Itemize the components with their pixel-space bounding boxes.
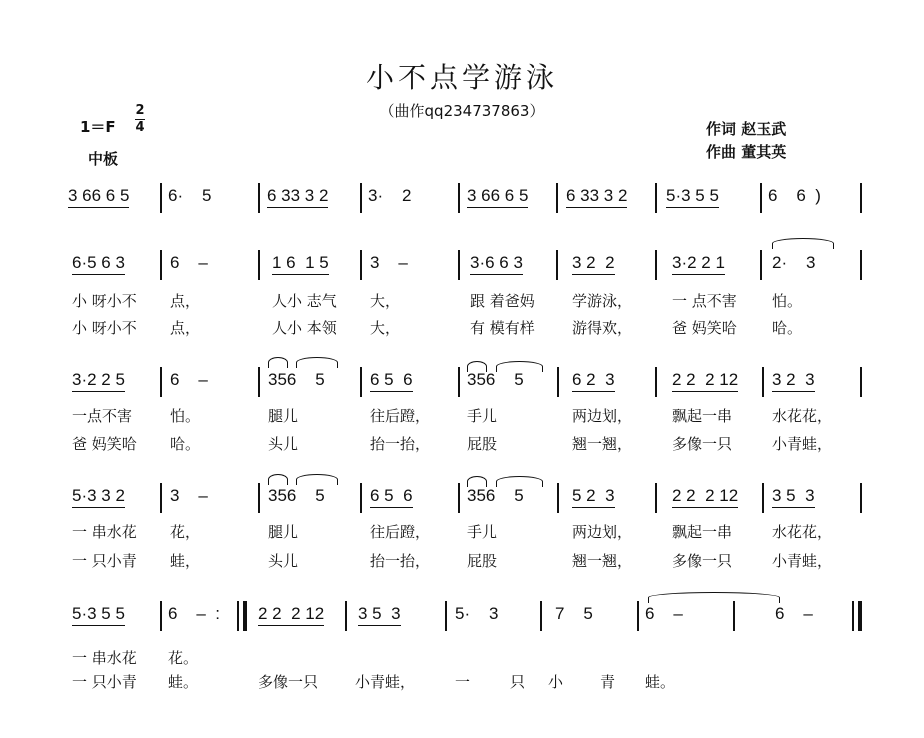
measure: 5 2 3 <box>572 486 615 508</box>
barline <box>445 601 447 631</box>
lyric-verse2: 爸 妈笑哈 <box>72 435 137 453</box>
lyric-verse1: 跟 着爸妈 <box>470 292 535 310</box>
measure: 3 2 2 <box>572 253 615 275</box>
barline <box>556 183 558 213</box>
measure: 1 6 1 5 <box>272 253 329 275</box>
measure: 3·6 6 3 <box>470 253 523 275</box>
time-signature <box>135 104 145 135</box>
barline <box>258 367 260 397</box>
lyric-verse2: 多像一只 <box>672 435 733 453</box>
measure: 6 2 3 <box>572 370 615 392</box>
lyric-verse1: 往后蹬， <box>370 523 431 541</box>
barline <box>655 483 657 513</box>
measure: 6 33 3 2 <box>267 186 328 208</box>
lyric-verse1: 手儿 <box>467 523 498 541</box>
slur-mark <box>296 474 338 485</box>
lyric-verse1: 飘起一串 <box>672 523 733 541</box>
barline <box>557 483 559 513</box>
barline <box>556 250 558 280</box>
measure: 6 5 6 <box>370 370 413 392</box>
lyric-verse2: 翘一翘， <box>572 552 633 570</box>
time-bottom: 4 <box>135 120 145 135</box>
lyric-verse2: 只 <box>510 673 526 691</box>
measure: 2 2 2 12 <box>258 604 324 626</box>
measure: 2 2 2 12 <box>672 486 738 508</box>
lyric-verse2: 大， <box>370 319 401 337</box>
lyricist-credit: 作词 赵玉武 <box>706 120 787 138</box>
measure: 3 66 6 5 <box>467 186 528 208</box>
lyric-verse2: 抬一抬， <box>370 435 431 453</box>
lyric-verse2: 人小 本领 <box>272 319 337 337</box>
slur-mark <box>772 238 834 249</box>
lyric-verse2: 小青蛙， <box>355 673 416 691</box>
measure: 5·3 5 5 <box>666 186 719 208</box>
double-barline <box>858 601 862 631</box>
song-subtitle: （曲作qq234737863） <box>379 102 545 120</box>
barline <box>733 601 735 631</box>
lyric-verse2: 爸 妈笑哈 <box>672 319 737 337</box>
barline <box>557 367 559 397</box>
barline <box>345 601 347 631</box>
lyric-verse1: 怕。 <box>170 407 201 425</box>
measure: 6· 5 <box>168 186 212 205</box>
barline <box>360 183 362 213</box>
barline <box>237 601 239 631</box>
lyric-verse2: 蛙， <box>170 552 201 570</box>
barline <box>258 183 260 213</box>
slur-mark <box>296 357 338 368</box>
lyric-verse2: 哈。 <box>772 319 803 337</box>
lyric-verse2: 抬一抬， <box>370 552 431 570</box>
barline <box>160 250 162 280</box>
measure: 6·5 6 3 <box>72 253 125 275</box>
measure: 356 5 <box>268 370 325 389</box>
measure: 5·3 5 5 <box>72 604 125 626</box>
lyric-verse2: 一 <box>455 673 471 691</box>
measure: 3 66 6 5 <box>68 186 129 208</box>
barline <box>360 250 362 280</box>
lyric-verse2: 小青蛙， <box>772 552 833 570</box>
lyric-verse1: 两边划， <box>572 407 633 425</box>
double-barline <box>243 601 247 631</box>
lyric-verse2: 蛙。 <box>645 673 676 691</box>
lyric-verse1: 往后蹬， <box>370 407 431 425</box>
barline <box>458 483 460 513</box>
lyric-verse1: 花。 <box>168 649 199 667</box>
time-top: 2 <box>135 103 145 118</box>
lyric-verse2: 多像一只 <box>258 673 319 691</box>
measure: 6 5 6 <box>370 486 413 508</box>
barline <box>637 601 639 631</box>
measure: 5·3 3 2 <box>72 486 125 508</box>
barline <box>458 367 460 397</box>
slur-mark <box>648 592 780 603</box>
measure: 6 6 ) <box>768 186 821 205</box>
lyric-verse2: 一 只小青 <box>72 673 137 691</box>
barline <box>540 601 542 631</box>
barline <box>860 183 862 213</box>
lyric-verse2: 头儿 <box>268 552 299 570</box>
measure: 6 – <box>645 604 683 623</box>
lyric-verse1: 腿儿 <box>268 523 299 541</box>
lyric-verse1: 一点不害 <box>72 407 133 425</box>
slur-mark <box>496 361 543 372</box>
slur-mark <box>268 474 288 485</box>
barline <box>160 367 162 397</box>
lyric-verse1: 两边划， <box>572 523 633 541</box>
lyric-verse2: 多像一只 <box>672 552 733 570</box>
measure: 3 5 3 <box>772 486 815 508</box>
lyric-verse1: 水花花， <box>772 523 833 541</box>
song-title: 小不点学游泳 <box>365 61 558 94</box>
measure: 356 5 <box>268 486 325 505</box>
measure: 6 33 3 2 <box>566 186 627 208</box>
measure: 6 – <box>170 370 208 389</box>
barline <box>360 483 362 513</box>
lyric-verse1: 怕。 <box>772 292 803 310</box>
composer-credit: 作曲 董其英 <box>706 143 787 161</box>
measure: 6 – <box>775 604 813 623</box>
lyric-verse1: 一 点不害 <box>672 292 737 310</box>
barline <box>762 367 764 397</box>
lyric-verse2: 小 呀小不 <box>72 319 137 337</box>
measure: 3 5 3 <box>358 604 401 626</box>
measure: 3·2 2 1 <box>672 253 725 275</box>
barline <box>258 483 260 513</box>
measure: 3 – <box>170 486 208 505</box>
lyric-verse2: 翘一翘， <box>572 435 633 453</box>
lyric-verse1: 一 串水花 <box>72 649 137 667</box>
barline <box>258 250 260 280</box>
lyric-verse2: 小 <box>548 673 564 691</box>
measure: 3·2 2 5 <box>72 370 125 392</box>
lyric-verse1: 小 呀小不 <box>72 292 137 310</box>
lyric-verse2: 屁股 <box>467 552 498 570</box>
barline <box>860 367 862 397</box>
measure: 5· 3 <box>455 604 499 623</box>
measure: 7 5 <box>555 604 593 623</box>
lyric-verse1: 学游泳， <box>572 292 633 310</box>
measure: 2· 3 <box>772 253 816 272</box>
barline <box>852 601 854 631</box>
lyric-verse2: 青 <box>600 673 616 691</box>
measure: 6 – <box>170 253 208 272</box>
measure: 2 2 2 12 <box>672 370 738 392</box>
barline <box>458 250 460 280</box>
barline <box>160 483 162 513</box>
slur-mark <box>467 476 487 487</box>
lyric-verse1: 点， <box>170 292 201 310</box>
lyric-verse2: 屁股 <box>467 435 498 453</box>
slur-mark <box>496 476 543 487</box>
slur-mark <box>268 357 288 368</box>
barline <box>458 183 460 213</box>
barline <box>655 250 657 280</box>
barline <box>160 601 162 631</box>
lyric-verse1: 大， <box>370 292 401 310</box>
barline <box>762 483 764 513</box>
lyric-verse2: 有 模有样 <box>470 319 535 337</box>
measure: 3· 2 <box>368 186 412 205</box>
lyric-verse1: 腿儿 <box>268 407 299 425</box>
measure: 3 – <box>370 253 408 272</box>
lyric-verse1: 手儿 <box>467 407 498 425</box>
lyric-verse2: 小青蛙， <box>772 435 833 453</box>
measure: 356 5 <box>467 486 524 505</box>
lyric-verse1: 水花花， <box>772 407 833 425</box>
lyric-verse1: 人小 志气 <box>272 292 337 310</box>
lyric-verse2: 蛙。 <box>168 673 199 691</box>
lyric-verse1: 花， <box>170 523 201 541</box>
lyric-verse2: 游得欢， <box>572 319 633 337</box>
lyric-verse2: 一 只小青 <box>72 552 137 570</box>
lyric-verse2: 头儿 <box>268 435 299 453</box>
barline <box>760 183 762 213</box>
barline <box>160 183 162 213</box>
lyric-verse2: 点， <box>170 319 201 337</box>
barline <box>860 483 862 513</box>
measure: 3 2 3 <box>772 370 815 392</box>
measure: 6 – : <box>168 604 220 623</box>
barline <box>760 250 762 280</box>
lyric-verse1: 飘起一串 <box>672 407 733 425</box>
tempo-marking: 中板 <box>88 150 119 168</box>
lyric-verse1: 一 串水花 <box>72 523 137 541</box>
barline <box>655 367 657 397</box>
key-signature: 1＝F <box>80 118 116 136</box>
barline <box>860 250 862 280</box>
slur-mark <box>467 361 487 372</box>
barline <box>655 183 657 213</box>
measure: 356 5 <box>467 370 524 389</box>
lyric-verse2: 哈。 <box>170 435 201 453</box>
barline <box>360 367 362 397</box>
